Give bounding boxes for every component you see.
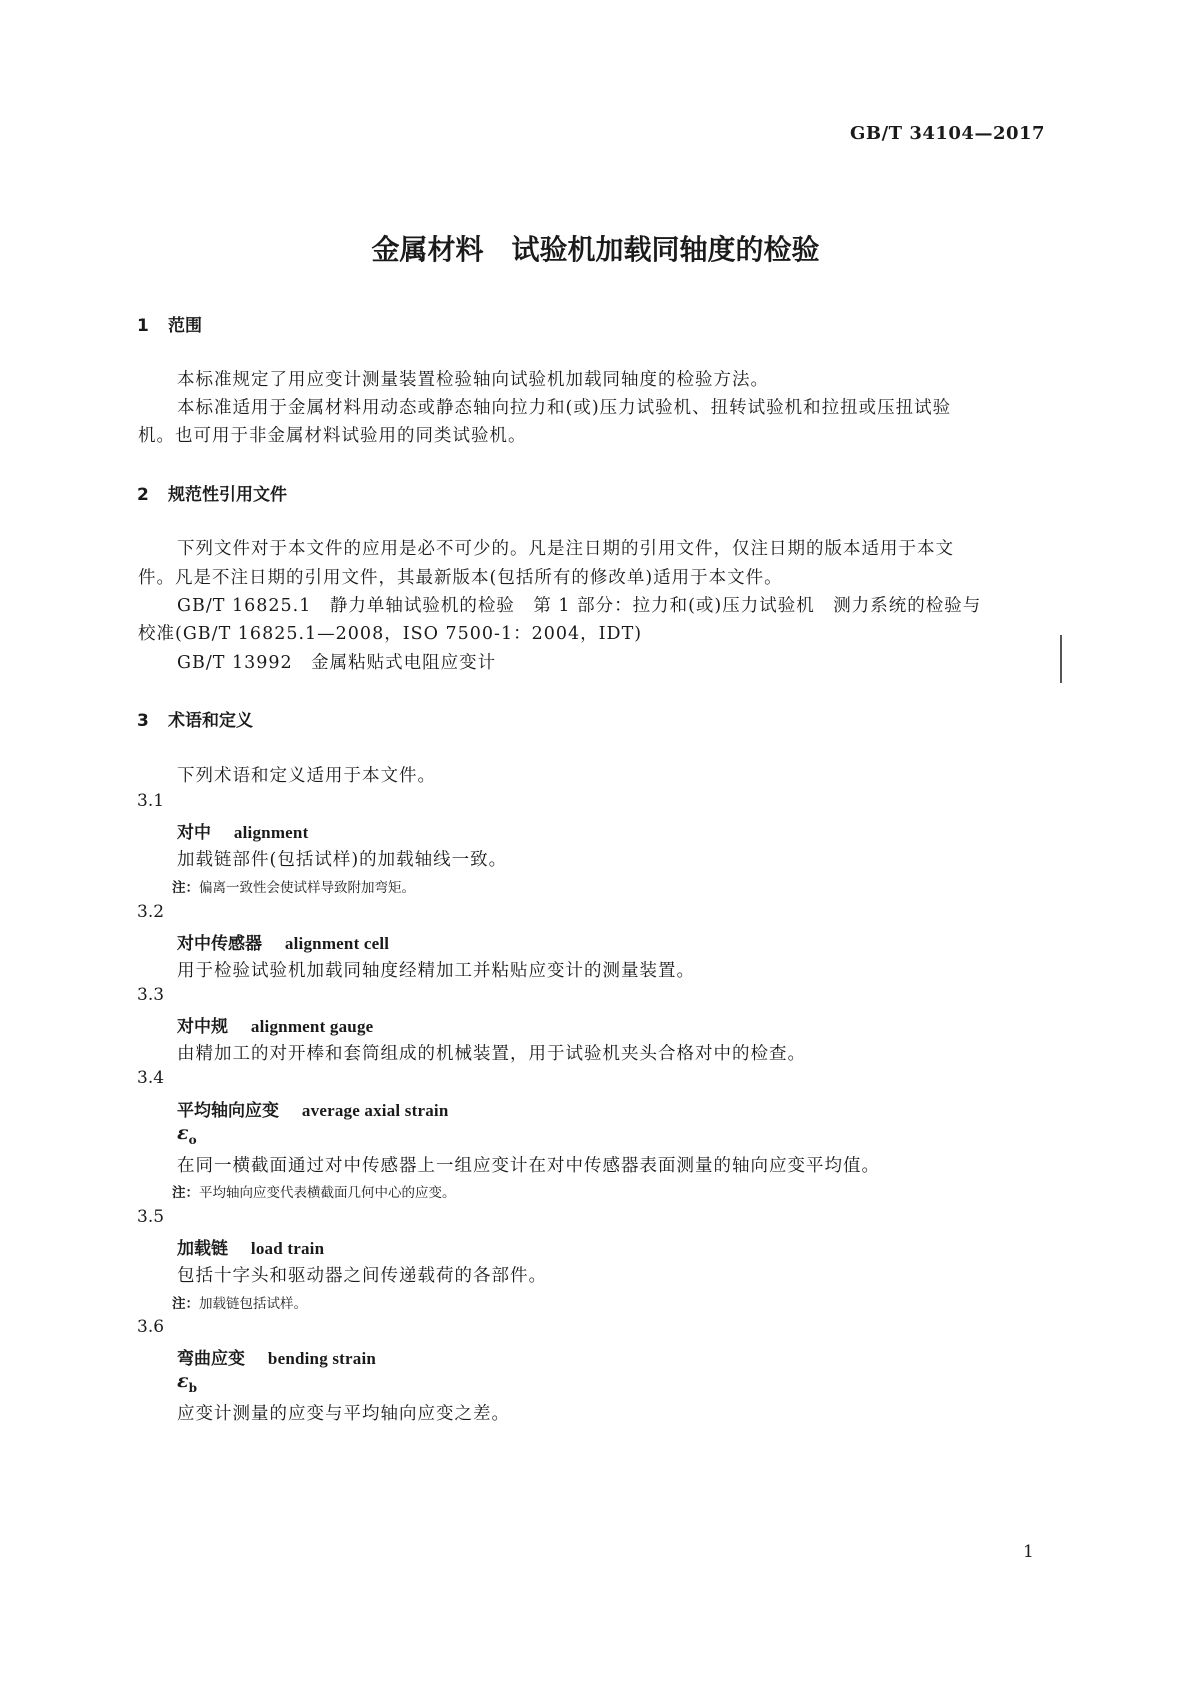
term-en: alignment cell — [284, 934, 390, 953]
note-label: 注： — [172, 880, 199, 896]
term-definition: 由精加工的对开棒和套筒组成的机械装置，用于试验机夹头合格对中的检查。 — [177, 1044, 806, 1064]
paragraph: 件。凡是不注日期的引用文件，其最新版本(包括所有的修改单)适用于本文件。 — [138, 568, 783, 588]
term-definition: 加载链部件(包括试样)的加载轴线一致。 — [177, 850, 508, 870]
term-en: alignment — [233, 823, 309, 842]
note-label: 注： — [172, 1296, 199, 1312]
paragraph: 本标准适用于金属材料用动态或静态轴向拉力和(或)压力试验机、扭转试验机和拉扭或压扭试验 — [177, 398, 952, 418]
term-heading — [177, 1012, 373, 1037]
term-zh: 对中 — [177, 823, 211, 843]
section-2-heading — [137, 480, 287, 505]
section-3-heading — [137, 706, 253, 731]
page-number: 1 — [1023, 1542, 1034, 1562]
term-zh: 平均轴向应变 — [177, 1101, 279, 1121]
term-en: alignment gauge — [250, 1017, 374, 1036]
term-zh: 弯曲应变 — [177, 1349, 245, 1369]
note — [172, 1292, 307, 1312]
term-definition: 包括十字头和驱动器之间传递载荷的各部件。 — [177, 1266, 547, 1286]
reference-item: GB/T 13992 金属粘贴式电阻应变计 — [177, 653, 497, 673]
reference-item: GB/T 16825.1 静力单轴试验机的检验 第 1 部分：拉力和(或)压力试验机 测力系统的检验与 — [177, 596, 982, 616]
term-definition: 应变计测量的应变与平均轴向应变之差。 — [177, 1404, 510, 1424]
section-number: 1 — [137, 316, 149, 336]
paragraph: 本标准规定了用应变计测量装置检验轴向试验机加载同轴度的检验方法。 — [177, 370, 769, 390]
term-heading — [177, 1096, 449, 1121]
term-heading — [177, 1344, 376, 1369]
term-heading — [177, 929, 389, 954]
section-number: 2 — [137, 485, 149, 505]
paragraph: 机。也可用于非金属材料试验用的同类试验机。 — [138, 426, 527, 446]
term-zh: 对中规 — [177, 1017, 228, 1037]
standard-code: GB/T 34104—2017 — [850, 123, 1046, 144]
term-heading — [177, 818, 308, 843]
symbol-base: ε — [177, 1122, 189, 1144]
term-number: 3.6 — [137, 1317, 165, 1337]
paragraph: 下列文件对于本文件的应用是必不可少的。凡是注日期的引用文件，仅注日期的版本适用于本文 — [177, 539, 954, 559]
symbol-base: ε — [177, 1370, 189, 1392]
note — [172, 876, 415, 896]
term-number: 3.2 — [137, 902, 165, 922]
term-number: 3.4 — [137, 1068, 165, 1088]
term-number: 3.5 — [137, 1207, 165, 1227]
document-title: 金属材料 试验机加载同轴度的检验 — [371, 233, 820, 266]
term-zh: 加载链 — [177, 1239, 228, 1259]
section-title: 范围 — [168, 316, 202, 336]
term-symbol — [177, 1122, 197, 1147]
section-title: 术语和定义 — [168, 711, 253, 731]
term-zh: 对中传感器 — [177, 934, 262, 954]
change-bar — [1060, 635, 1062, 683]
note-text: 加载链包括试样。 — [199, 1296, 307, 1312]
symbol-subscript: b — [188, 1380, 197, 1395]
note-label: 注： — [172, 1185, 199, 1201]
note-text: 偏离一致性会使试样导致附加弯矩。 — [199, 880, 415, 896]
term-definition: 用于检验试验机加载同轴度经精加工并粘贴应变计的测量装置。 — [177, 961, 695, 981]
note-text: 平均轴向应变代表横截面几何中心的应变。 — [199, 1185, 456, 1201]
reference-item: 校准(GB/T 16825.1—2008，ISO 7500-1：2004，IDT) — [138, 624, 643, 644]
term-symbol — [177, 1370, 197, 1395]
term-en: bending strain — [267, 1349, 377, 1368]
term-number: 3.1 — [137, 791, 165, 811]
section-number: 3 — [137, 711, 149, 731]
term-heading — [177, 1234, 324, 1259]
section-title: 规范性引用文件 — [168, 485, 287, 505]
term-en: average axial strain — [301, 1101, 449, 1120]
term-definition: 在同一横截面通过对中传感器上一组应变计在对中传感器表面测量的轴向应变平均值。 — [177, 1156, 880, 1176]
section-1-heading — [137, 311, 202, 336]
paragraph: 下列术语和定义适用于本文件。 — [177, 766, 436, 786]
term-en: load train — [250, 1239, 325, 1258]
term-number: 3.3 — [137, 985, 165, 1005]
symbol-subscript: o — [188, 1132, 197, 1147]
note — [172, 1181, 456, 1201]
